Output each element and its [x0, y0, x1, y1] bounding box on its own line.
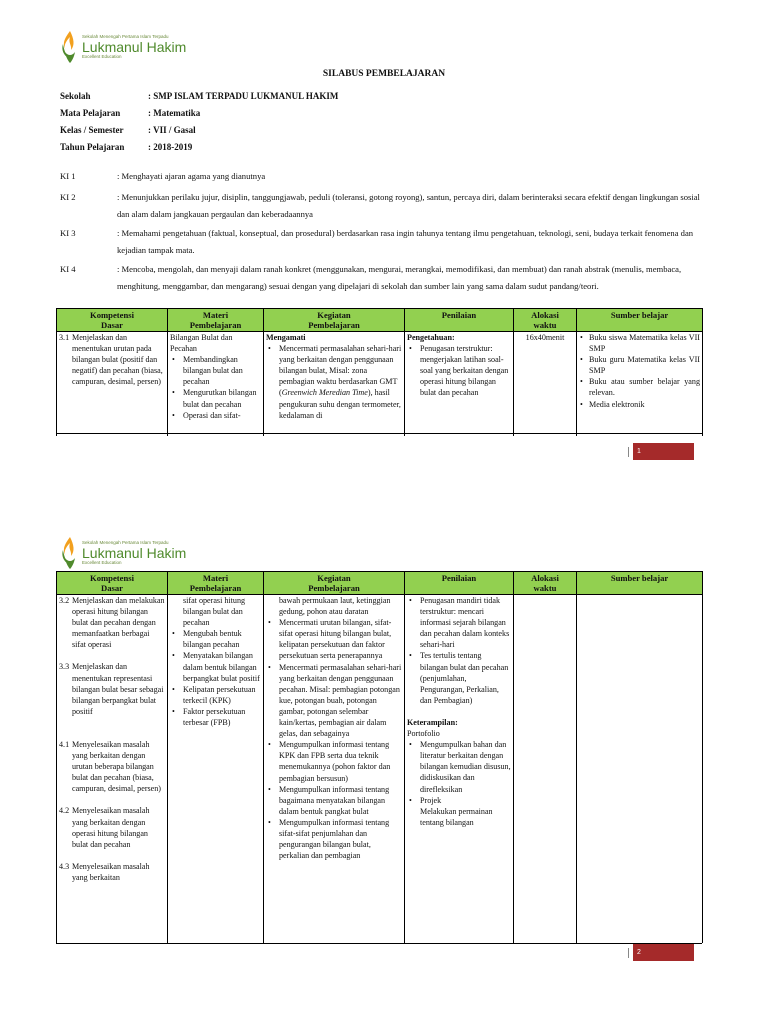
keterampilan-subheading: Portofolio: [407, 729, 440, 739]
logo-subtitle: Excellent Education: [82, 560, 122, 565]
document-title: SILABUS PEMBELAJARAN: [322, 69, 446, 79]
ki-code: KI 1: [60, 171, 76, 181]
footer-rule: [56, 433, 702, 434]
list-item: • Media elektronik: [579, 399, 700, 410]
page-number-badge: [628, 944, 694, 961]
header-sumber: Sumber belajar: [577, 572, 703, 595]
ki-row: [60, 225, 710, 259]
kd-item: [59, 661, 165, 716]
header-kompetensi: Kompetensi Dasar: [57, 572, 168, 595]
meta-value: : SMP ISLAM TERPADU LUKMANUL HAKIM: [148, 90, 339, 101]
footer-rule: [56, 943, 702, 944]
cell-kompetensi: [57, 332, 168, 436]
kd-item: [59, 332, 165, 387]
cell-sumber: [577, 595, 703, 943]
kd-item: [59, 595, 165, 650]
flame-logo-icon: [60, 30, 80, 64]
list-item: • Membandingkan bilangan bulat dan pecahan: [170, 354, 261, 387]
syllabus-table: [56, 571, 703, 943]
ki-text: : Memahami pengetahuan (faktual, konseptual, dan prosedural) berdasarkan rasa ingin tahunya tentang ilmu pengetahuan, teknologi, seni, budaya terkait fenomena dan kejadian tampak mata.: [117, 228, 694, 255]
header-materi: Materi Pembelajaran: [168, 309, 264, 332]
header-kegiatan: Kegiatan Pembelajaran: [264, 572, 405, 595]
ki-row: [60, 261, 710, 295]
list-item: • Mengumpulkan bahan dan literatur berkaitan dengan bilangan kemudian disusun, didiskusikan dan direfleksikan: [407, 739, 511, 794]
list-item: • Mencermati urutan bilangan, sifat-sifat operasi hitung bilangan bulat, kelipatan persekutuan dan faktor persekutuan serta penerapannya: [266, 617, 402, 661]
meta-row-subject: [60, 104, 338, 121]
meta-value: : 2018-2019: [148, 141, 193, 152]
table-row: [57, 332, 703, 436]
kd-text: Menjelaskan dan melakukan operasi hitung bilangan bulat dan pecahan dengan memanfaatkan berbagai sifat operasi: [72, 596, 165, 650]
ki-row: [60, 168, 710, 185]
ki-row: [60, 189, 710, 223]
table-row: [57, 595, 703, 943]
syllabus-table: [56, 308, 703, 436]
kd-number: 3.1: [59, 333, 70, 342]
kegiatan-text: ), hasil pengukuran suhu dengan termometer, kedalaman di: [279, 388, 401, 420]
list-item: • Projek Melakukan permainan tentang bilangan: [407, 795, 511, 828]
ki-code: KI 3: [60, 228, 76, 238]
list-item: • Menyatakan bilangan dalam bentuk bilangan berpangkat bulat positif: [170, 650, 261, 683]
header-kegiatan: Kegiatan Pembelajaran: [264, 309, 405, 332]
list-item: • Mengumpulkan informasi tentang bagaimana menyatakan bilangan dalam bentuk pangkat bulat: [266, 784, 402, 817]
list-item: • Mengumpulkan informasi tentang sifat-sifat penjumlahan dan pengurangan bilangan bulat, perkalian dan pembagian: [266, 817, 402, 861]
ki-code: KI 4: [60, 264, 76, 274]
kd-number: 4.1: [59, 739, 70, 749]
list-item: • Tes tertulis tentang bilangan bulat dan pecahan (penjumlahan, Pengurangan, Perkalian, dan Pembagian): [407, 650, 511, 705]
kegiatan-text: Mencermati permasalahan sehari-hari yang berkaitan dengan penggunaan bilangan bulat, Misal: zona pembagian waktu berdasarkan GMT (: [279, 344, 402, 398]
cell-alokasi: 16x40menit: [514, 332, 577, 436]
school-logo: [60, 30, 186, 64]
logo-name: Lukmanul Hakim: [82, 545, 187, 561]
ki-text: : Mencoba, mengolah, dan menyaji dalam ranah konkret (menggunakan, mengurai, merangkai, memodifikasi, dan membuat) dan ranah abstrak (menulis, membaca, menghitung, menggambar, dan mengarang) sesuai dengan yang dipelajari di sekolah dan sumber lain yang sama dalam sudut pandang/teori.: [117, 264, 682, 291]
kd-number: 4.2: [59, 806, 70, 816]
meta-value: : VII / Gasal: [148, 124, 196, 135]
cell-penilaian: [405, 595, 514, 943]
penilaian-heading: Pengetahuan:: [407, 333, 455, 342]
cell-kegiatan: [264, 332, 405, 436]
meta-row-school: [60, 87, 338, 104]
cell-sumber: [577, 332, 703, 436]
materi-intro: Bilangan Bulat dan Pecahan: [170, 333, 233, 354]
materi-continuation: sifat operasi hitung bilangan bulat dan pecahan: [183, 596, 246, 628]
core-competencies: [60, 168, 710, 295]
logo-tagline: Sekolah Menengah Pertama Islam Terpadu: [82, 539, 169, 545]
ki-text: : Menunjukkan perilaku jujur, disiplin, tanggungjawab, peduli (toleransi, gotong royong), santun, percaya diri, dalam berinteraksi secara efektif dengan lingkungan sosial dan alam dalam jangkauan pergaulan dan keberadaannya: [117, 192, 700, 219]
list-item: • Mengubah bentuk bilangan pecahan: [170, 628, 261, 650]
kd-item: [59, 861, 165, 883]
list-item: [266, 343, 402, 421]
kegiatan-heading: Mengamati: [266, 333, 306, 342]
cell-materi: [168, 332, 264, 436]
cell-penilaian: [405, 332, 514, 436]
header-alokasi: Alokasi waktu: [514, 309, 577, 332]
school-logo: [60, 536, 186, 570]
flame-logo-icon: [60, 536, 80, 570]
cell-kompetensi: [57, 595, 168, 943]
list-item: • Kelipatan persekutuan terkecil (KPK): [170, 684, 261, 706]
kd-number: 4.3: [59, 861, 70, 871]
ki-text: : Menghayati ajaran agama yang dianutnya: [117, 171, 266, 181]
list-item: • Mengumpulkan informasi tentang KPK dan FPB serta dua teknik menemukannya (pohon faktor dan pembagian bersusun): [266, 739, 402, 783]
logo-name: Lukmanul Hakim: [82, 39, 187, 55]
kd-text: Menjelaskan dan menentukan urutan pada bilangan bulat (positif dan negatif) dan pecahan (biasa, campuran, desimal, persen): [72, 333, 163, 387]
meta-label: Tahun Pelajaran: [60, 141, 125, 152]
logo-tagline: Sekolah Menengah Pertama Islam Terpadu: [82, 33, 169, 39]
cell-alokasi: [514, 595, 577, 943]
kd-text: Menyelesaikan masalah yang berkaitan dengan urutan beberapa bilangan bulat dan pecahan (biasa, campuran, desimal, persen): [72, 739, 161, 794]
meta-label: Sekolah: [60, 90, 91, 101]
kd-text: Menyelesaikan masalah yang berkaitan dengan operasi hitung bilangan bulat dan pecahan: [72, 806, 150, 849]
table-header-row: [57, 572, 703, 595]
meta-row-year: [60, 138, 338, 155]
header-penilaian: Penilaian: [405, 572, 514, 595]
cell-materi: [168, 595, 264, 943]
list-item: • Operasi dan sifat-: [170, 410, 261, 421]
meta-label: Mata Pelajaran: [60, 107, 121, 118]
list-item: • Buku guru Matematika kelas VII SMP: [579, 354, 700, 376]
page-divider: [628, 447, 629, 457]
kd-text: Menyelesaikan masalah yang berkaitan: [72, 861, 150, 882]
page-number: 1: [633, 443, 694, 460]
list-item: • Penugasan mandiri tidak terstruktur: mencari informasi sejarah bilangan dan pecahan dalam konteks sehari-hari: [407, 595, 511, 650]
kegiatan-text-italic: Greenwich Meredian Time: [281, 388, 368, 398]
list-item: • Faktor persekutuan terbesar (FPB): [170, 706, 261, 728]
logo-subtitle: Excellent Education: [82, 54, 122, 59]
kd-text: Menjelaskan dan menentukan representasi bilangan bulat besar sebagai bilangan berpangkat bulat positif: [72, 662, 164, 716]
kegiatan-continuation: bawah permukaan laut, ketinggian gedung, pohon atau daratan: [279, 596, 391, 617]
kd-number: 3.2: [59, 596, 70, 605]
cell-kegiatan: [264, 595, 405, 943]
kd-number: 3.3: [59, 662, 70, 672]
header-alokasi: Alokasi waktu: [514, 572, 577, 595]
document-page-1: [0, 0, 768, 470]
page-number-badge: [628, 443, 694, 460]
page-divider: [628, 948, 629, 958]
identity-block: [60, 87, 338, 155]
header-penilaian: Penilaian: [405, 309, 514, 332]
kd-item: [59, 739, 165, 794]
document-page-2: [0, 520, 768, 1024]
page-number: 2: [633, 944, 694, 961]
keterampilan-heading: Keterampilan:: [407, 717, 458, 727]
list-item: • Buku siswa Matematika kelas VII SMP: [579, 332, 700, 354]
header-materi: Materi Pembelajaran: [168, 572, 264, 595]
list-item: • Mencermati permasalahan sehari-hari yang berkaitan dengan penggunaan pecahan. Misal: pembagian potongan kue, potongan buah, potongan gambar, potongan selembar kain/kertas, pembagian air dalam gelas, dan sebagainya: [266, 662, 402, 740]
list-item: • Penugasan terstruktur: mengerjakan latihan soal-soal yang berkaitan dengan operasi hitung bilangan bulat dan pecahan: [407, 343, 511, 398]
meta-value: : Matematika: [148, 107, 201, 118]
table-header-row: [57, 309, 703, 332]
meta-row-class: [60, 121, 338, 138]
meta-label: Kelas / Semester: [60, 124, 124, 135]
ki-code: KI 2: [60, 192, 76, 202]
list-item: • Buku atau sumber belajar yang relevan.: [579, 376, 700, 398]
kd-item: [59, 805, 165, 849]
list-item: • Mengurutkan bilangan bulat dan pecahan: [170, 387, 261, 409]
header-sumber: Sumber belajar: [577, 309, 703, 332]
header-kompetensi: Kompetensi Dasar: [57, 309, 168, 332]
